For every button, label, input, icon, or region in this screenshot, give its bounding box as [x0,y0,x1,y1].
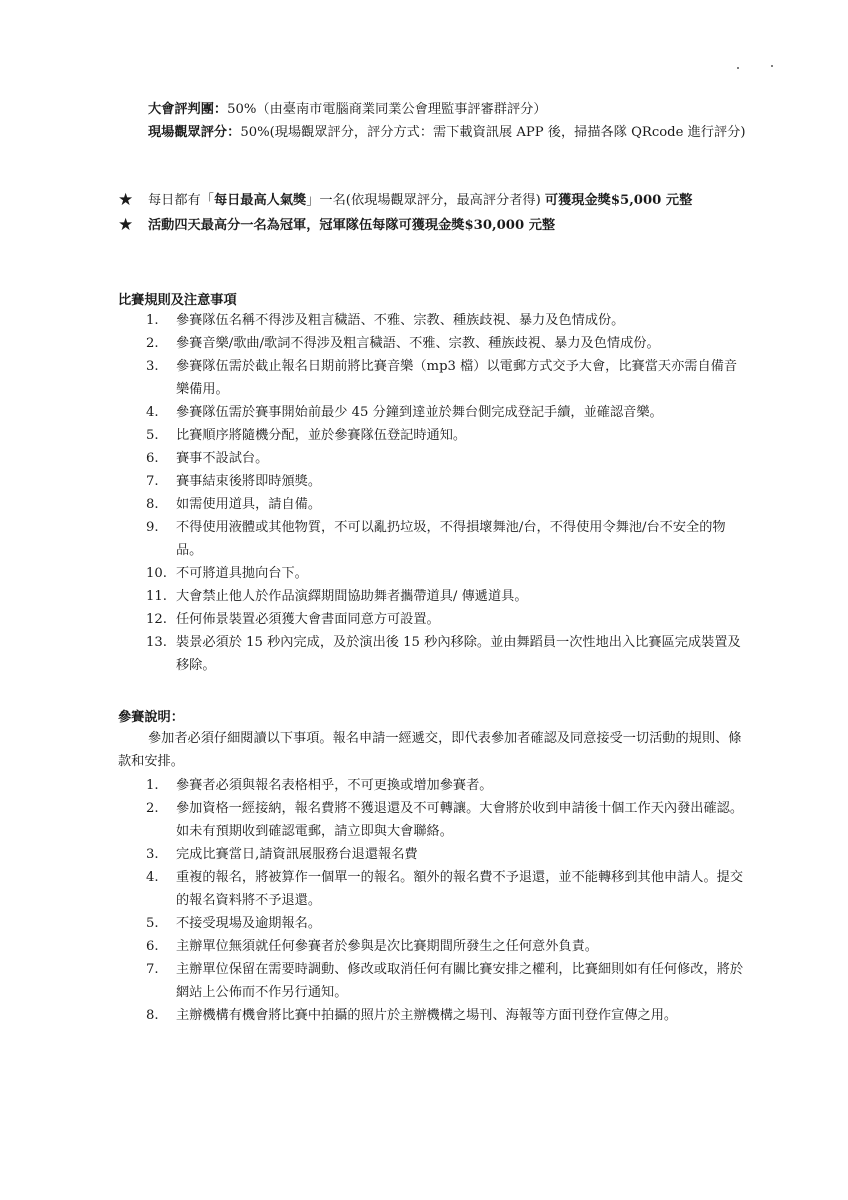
entry-item-number: 7. [146,962,159,977]
award-daily [118,189,748,212]
judging-panel-label: 大會評判團： [148,102,228,117]
entry-item-text: 參賽者必須與報名表格相乎，不可更換或增加參賽者。 [176,778,493,793]
award-daily-prefix: 每日都有「 [148,193,214,208]
scan-speck [737,67,739,69]
award-daily-name: 每日最高人氣獎 [213,193,307,208]
entry-item-text: 不接受現場及逾期報名。 [176,916,322,931]
award-daily-prize: 可獲現金獎$5,000 元整 [544,193,693,208]
star-icon: ★ [118,215,134,235]
rule-item-text: 如需使用道具，請自備。 [176,497,322,512]
rule-item-number: 12. [146,612,167,627]
entry-item-number: 4. [146,870,159,885]
rule-item-text: 參賽隊伍名稱不得涉及粗言穢語、不雅、宗教、種族歧視、暴力及色情成份。 [176,313,625,328]
rule-item [146,470,744,493]
rule-item-number: 4. [146,405,159,420]
rule-item-text: 賽事結束後將即時頒獎。 [176,474,322,489]
award-daily-middle: 」一名(依現場觀眾評分，最高評分者得) [306,193,545,208]
rule-item-text: 裝景必須於 15 秒內完成，及於演出後 15 秒內移除。並由舞蹈員一次性地出入比賽區完成裝置及移除。 [176,635,741,673]
rule-item-number: 10. [146,566,167,581]
rule-item [146,493,744,516]
entry-item [146,774,744,797]
rules-heading: 比賽規則及注意事項 [118,293,237,308]
entry-item [146,797,744,843]
entry-intro: 參加者必須仔細閱讀以下事項。報名申請一經遞交，即代表參加者確認及同意接受一切活動的規則、條款和安排。 [118,731,742,769]
entry-item [146,912,744,935]
rule-item [146,355,744,401]
rule-item [146,631,744,677]
rule-item-number: 9. [146,520,159,535]
rule-item [146,516,744,562]
award-champion-text: 活動四天最高分一名為冠軍，冠軍隊伍每隊可獲現金獎$30,000 元整 [148,218,556,233]
entry-item [146,866,744,912]
entry-item [146,958,744,1004]
rule-item-text: 參賽隊伍需於截止報名日期前將比賽音樂（mp3 檔）以電郵方式交予大會，比賽當天亦需自備音樂備用。 [176,359,738,397]
rule-item [146,424,744,447]
entry-item [146,1004,744,1027]
entry-item-text: 主辦單位無須就任何參賽者於參與是次比賽期間所發生之任何意外負責。 [176,939,598,954]
rule-item-text: 參賽隊伍需於賽事開始前最少 45 分鐘到達並於舞台側完成登記手續，並確認音樂。 [176,405,663,420]
entry-item [146,935,744,958]
entry-item-number: 2. [146,801,159,816]
award-daily-text [148,189,748,212]
rule-item-number: 8. [146,497,159,512]
awards-section [118,189,748,239]
entry-item-text: 參加資格一經接納，報名費將不獲退還及不可轉讓。大會將於收到申請後十個工作天內發出確認。如未有預期收到確認電郵，請立即與大會聯絡。 [176,801,744,839]
entry-list [146,774,744,1027]
rule-item [146,447,744,470]
entry-item-text: 主辦單位保留在需要時調動、修改或取消任何有關比賽安排之權利，比賽細則如有任何修改，將於網站上公佈而不作另行通知。 [176,962,744,1000]
rule-item-text: 比賽順序將隨機分配，並於參賽隊伍登記時通知。 [176,428,467,443]
rule-item [146,585,744,608]
rule-item-number: 3. [146,359,159,374]
award-champion [118,214,748,237]
rule-item [146,562,744,585]
judging-audience-line [148,121,748,144]
rule-item-number: 13. [146,635,167,650]
rule-item-number: 6. [146,451,159,466]
rule-item-number: 7. [146,474,159,489]
rule-item [146,608,744,631]
entry-item-text: 完成比賽當日,請資訊展服務台退還報名費 [176,847,418,862]
rule-item-number: 2. [146,336,159,351]
entry-item [146,843,744,866]
entry-item-number: 1. [146,778,159,793]
rule-item-number: 11. [146,589,167,604]
entry-item-number: 6. [146,939,159,954]
judging-panel-text: 50%（由臺南市電腦商業同業公會理監事評審群評分） [227,102,547,117]
entry-item-number: 3. [146,847,159,862]
entry-item-number: 8. [146,1008,159,1023]
rule-item-number: 5. [146,428,159,443]
rule-item-text: 參賽音樂/歌曲/歌詞不得涉及粗言穢語、不雅、宗教、種族歧視、暴力及色情成份。 [176,336,660,351]
rule-item-text: 任何佈景裝置必須獲大會書面同意方可設置。 [176,612,440,627]
rule-item [146,332,744,355]
entry-item-number: 5. [146,916,159,931]
judging-audience-text: 50%(現場觀眾評分，評分方式：需下載資訊展 APP 後，掃描各隊 QRcode 進行評分) [240,125,746,140]
judging-section [148,98,748,144]
rule-item-text: 大會禁止他人於作品演繹期間協助舞者攜帶道具/ 傳遞道具。 [176,589,528,604]
scan-speck [771,65,773,67]
entry-item-text: 重複的報名，將被算作一個單一的報名。額外的報名費不予退還，並不能轉移到其他申請人。提交的報名資料將不予退還。 [176,870,744,908]
rules-list [146,309,744,677]
rule-item-text: 不得使用液體或其他物質，不可以亂扔垃圾，不得損壞舞池/台，不得使用令舞池/台不安全的物品。 [176,520,726,558]
rule-item [146,401,744,424]
rule-item-number: 1. [146,313,159,328]
rule-item-text: 賽事不設試台。 [176,451,269,466]
entry-heading: 參賽說明： [118,710,184,725]
judging-panel-line [148,98,748,121]
judging-audience-label: 現場觀眾評分： [148,125,241,140]
rule-item [146,309,744,332]
rule-item-text: 不可將道具拋向台下。 [176,566,308,581]
star-icon: ★ [118,190,134,210]
entry-item-text: 主辦機構有機會將比賽中拍攝的照片於主辦機構之場刊、海報等方面刊登作宣傳之用。 [176,1008,678,1023]
